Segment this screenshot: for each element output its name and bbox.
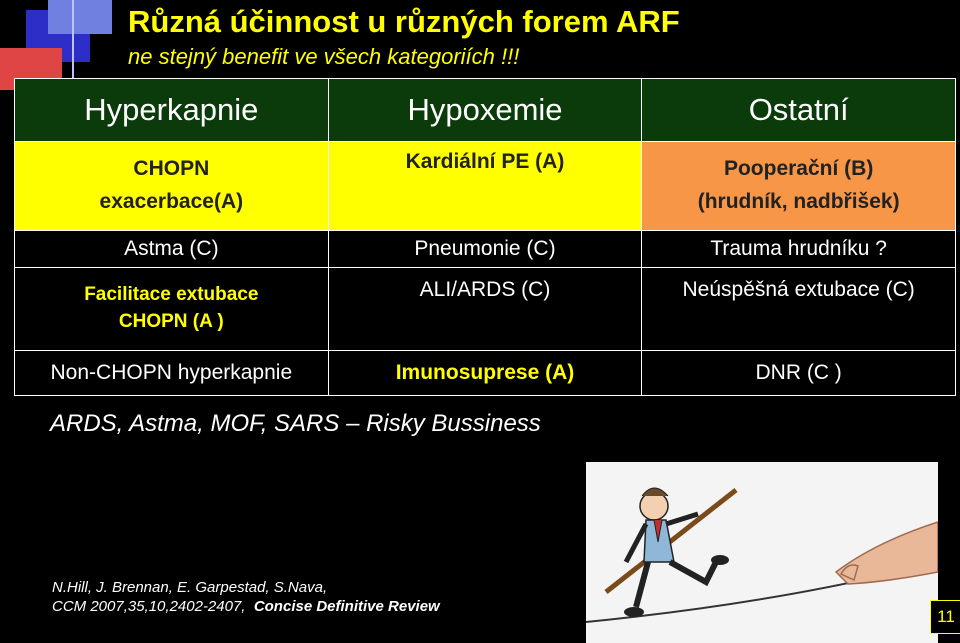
table-cell [15,142,329,231]
table-cell: ALI/ARDS (C) [328,268,642,351]
cell-line: Pooperační (B) [723,157,874,181]
table-cell: Neúspěšná extubace (C) [642,268,956,351]
reference-authors: N.Hill, J. Brennan, E. Garpestad, S.Nava, [52,579,328,596]
cell-line: exacerbace(A) [99,190,244,213]
cell-line: CHOPN [133,157,210,181]
slide-title: Různá účinnost u různých forem ARF [128,4,680,39]
reference-citation [52,598,440,615]
tightrope-walker-illustration [586,462,938,643]
table-cell [15,268,329,351]
table-row [15,268,956,351]
table-cell: DNR (C ) [642,351,956,396]
table-cell: Astma (C) [15,231,329,268]
reference-review-type: Concise Definitive Review [253,598,440,615]
categories-table [14,78,956,396]
cell-line: (hrudník, nadbřišek) [697,190,900,213]
table-row [15,231,956,268]
table-cell: Kardiální PE (A) [328,142,642,231]
table-cell: Trauma hrudníku ? [642,231,956,268]
page-number: 11 [930,600,960,634]
table-row [15,142,956,231]
table-cell: Pneumonie (C) [328,231,642,268]
header-ostatni: Ostatní [642,79,956,142]
header-hyperkapnie: Hyperkapnie [15,79,329,142]
header-hypoxemie: Hypoxemie [328,79,642,142]
cell-line: CHOPN (A ) [118,311,224,332]
light-blue-square-decoration [48,0,112,34]
table-cell [642,142,956,231]
reference-journal: CCM 2007,35,10,2402-2407, [52,598,254,615]
slide-subtitle: ne stejný benefit ve všech kategoriích !!! [128,44,520,69]
table-cell: Non-CHOPN hyperkapnie [15,351,329,396]
cell-line: Facilitace extubace [84,284,259,306]
risky-business-text: ARDS, Astma, MOF, SARS – Risky Bussiness [50,410,541,437]
table-cell: Imunosuprese (A) [328,351,642,396]
tightrope-walker-image [586,462,938,643]
table-header-row [15,79,956,142]
table-row [15,351,956,396]
